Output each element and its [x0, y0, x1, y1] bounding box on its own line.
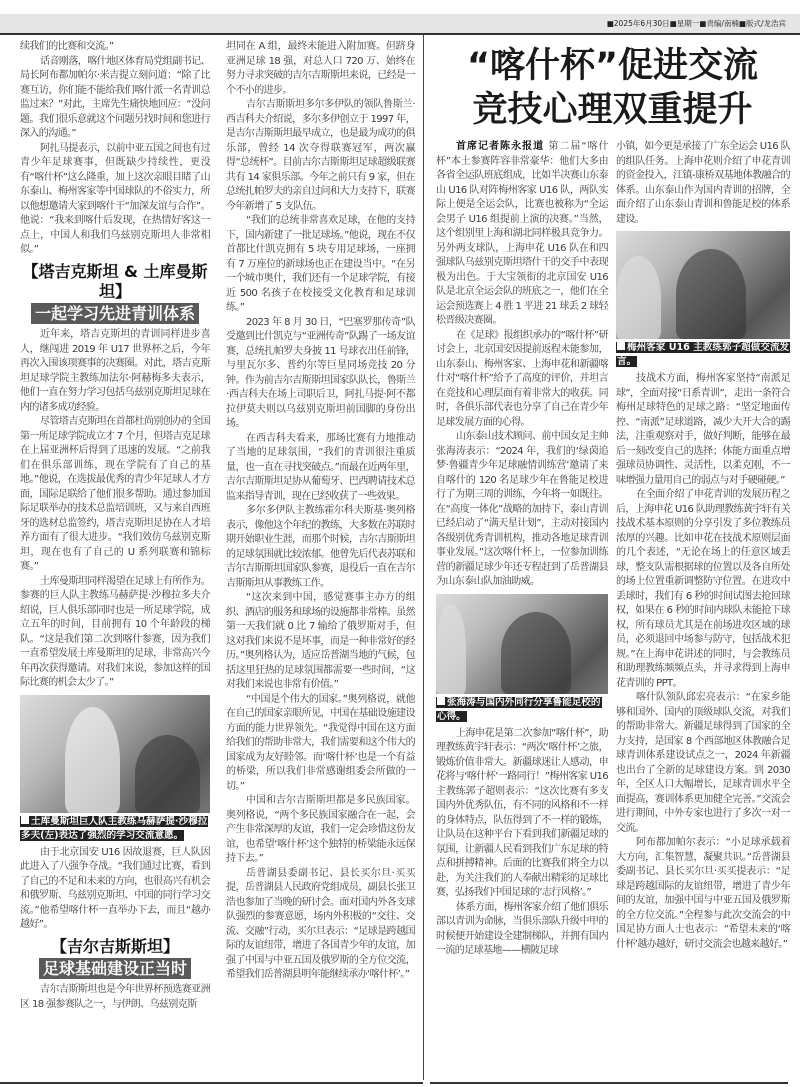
paragraph: 话音刚落，喀什地区体育局党组副书记、局长阿布都加帕尔·米吉提立刻问道：“除了比赛互访，你们能不能给我们喀什派一名青训总监过来？”对此，主席先生痛快地回应：“没问题。我们很乐意就这个问题另找时间和您进行深入的沟通。” — [20, 55, 210, 139]
section-heading-subtitle-text: 一起学习先进青训体系 — [31, 303, 199, 324]
photo-caption: 土库曼斯坦巨人队主教练马赫萨提·沙穆拉多夫(左)表达了强烈的学习交流意愿。 — [21, 815, 208, 841]
paragraph: 山东泰山技术顾问、前中国女足主帅张海涛表示：“2024 年，我们的‘绿茵追梦·鲁疆青少年足球融情训练营’邀请了来自喀什的 120 名足球少年在鲁能足校进行了为期三周的训练，今年将一如既往。在“高度一体化”战略的加持下，泰山青训已经启动了“满天星计划”，主动对接国内各级别优秀青训机构，推动各地足球青训事业发展。”这次喀什杯上，一位参加训练营的新疆足球少年还专程赶到了岳普湖县为山东泰山队加油助威。 — [436, 431, 608, 587]
paragraph: 尽管塔吉克斯坦在首都杜尚别创办的全国第一所足球学院成立才 7 个月，但塔吉克足球在上届亚洲杯后得到了迅速的发展。“之前我们在俱乐部训练，现在学院有了自己的基地。”他说，在选拔最优秀的青少年足球人才方面，国际足联给了他们很多帮助。通过参加国际足联举办的技术总监培训班，又与来自西班牙的选材总监签约，塔吉克斯坦足协在人才培养方面有了很大进步。“我们效仿乌兹别克斯坦，现在也有了自己的 U 系列联赛和锦标赛。” — [20, 416, 210, 572]
paragraph: 吉尔吉斯斯坦也是今年世界杯预选赛亚洲区 18 强参赛队之一，与伊朗、乌兹别克斯 — [20, 984, 210, 1010]
column-3 — [436, 140, 608, 959]
footer-rule-right — [430, 1082, 788, 1084]
paragraph: 土库曼斯坦同样渴望在足球上有所作为。参赛的巨人队主教练马赫萨提·沙穆拉多夫介绍说，巨人俱乐部同时也是一所足球学院，成立五年的时间，目前拥有 10 个年龄段的梯队。“这是我们第二次到喀什参赛，因为我们一直希望发展土库曼斯坦的足球，非常高兴今年再次获得邀请。对我们来说，参加这样的国际比赛的机会太少了。” — [20, 575, 210, 688]
caption-marker-icon — [617, 342, 625, 350]
lead-paragraph: 首席记者陈永报道 第二届“喀什杯”本土参赛阵容非常豪华：他们大多由各省全运队班底组成，比如半决赛山东泰山 U16 队对阵梅州客家 U16 队，两队实际上便是全运会队，比赛也被称为“全运会男子 U16 组提前上演的决赛。”当然，这个组别里上海和湖北同样极具竞争力。另外两支球队，上海申花 U16 队在和四强球队乌兹别克斯坦塔什干的交手中表现极为出色。于大宝领衔的北京国安 U16 队是北京全运会队的班底之一，他们在全运会预选赛上 4 胜 1 平进 21 球丢 2 球轻松晋级决赛圈。 — [436, 141, 608, 326]
paragraph: 小镇，如今更是承接了广东全运会 U16 队的组队任务。上海申花则介绍了申花青训的资金投入，江镇-康桥双基地体教融合的体系。山东泰山作为国内青训的招牌，全面介绍了山东泰山青训和鲁能足校的体系建设。 — [616, 141, 790, 225]
header-rule — [0, 33, 800, 35]
paragraph: 在全面介绍了申花青训的发展历程之后，上海申花 U16 队助理教练黄宇轩有关技战术基本原则的分享引发了多位教练员浓厚的兴趣。比如申花在技战术原则层面的几个表述，“无论在场上的任意区域丢球，整支队需根据球的位置以及各自所处的场上位置重新调整防守位置。在进攻中丢球时，我们有 6 秒的时间试图去抢回球权，如果在 6 秒的时间内球队未能抢下球权，所有球员尤其是在前场进攻区域的球员，必须退回中场参与防守，包括战术犯规。”在上海申花讲述的同时，与会教练员和助理教练频频点头，并寻求得到上海申花青训的 PPT。 — [616, 489, 790, 689]
byline: 首席记者陈永报道 — [456, 141, 545, 152]
headline-line-1: “喀什杯”促进交流 — [466, 46, 758, 86]
paragraph: 在西吉科夫看来，那场比赛有力地推动了当地的足球氛围，“我们的青训很注重质量，也一直在寻找突破点。”而最在近两年里，吉尔吉斯斯坦足协从葡萄牙、巴西聘请技术总监来指导青训，现在已经收获了一些效果。 — [226, 432, 415, 502]
column-divider — [423, 35, 424, 1080]
paragraph: 喀什队领队邱宏亮表示：“在家乡能够和国外、国内的顶级球队交流，对我们的帮助非常大。新疆足球得到了国家的全力支持，是国家 8 个西部地区体教融合足球青训体系建设试点之一，2024 年新疆也出台了全新的足球建设方案。到 2030 年，全区人口大幅增长，足球青训水平全面提高，赛训体系更加健全完善。”交流会进行期间，中外专家也进行了多次一对一交流。 — [616, 692, 790, 834]
paragraph: 技战术方面，梅州客家坚持“南派足球”，全面对接“日系青训”，走出一条符合梅州足球特色的足球之路：“坚定地面传控、“南派”足球道路，减少大开大合的踢法，注重观察对手，做好判断，能够在最后一刻改变自己的选择；体能方面重点增强球员协调性、灵活性，以柔克刚，不一味增强力量用自己的弱点与对手硬碰硬。” — [616, 373, 790, 486]
photo-caption: 张海涛与国内外同行分享鲁能足校的心得。 — [437, 696, 601, 722]
section-heading-subtitle-text: 足球基础建设正当时 — [39, 958, 191, 979]
paragraph: “我们的总统非常喜欢足球，在他的支持下，国内新建了一批足球场。”他说，现在不仅首都比什凯克拥有 5 块专用足球场，一座拥有 7 万座位的新球场也正在建设当中。“在另一个城市奥什，我们还有一个足球学院，有接近 500 名孩子在校接受文化教育和足球训练。” — [226, 215, 415, 313]
section-heading-country: 【吉尔吉斯斯坦】 — [50, 936, 179, 956]
column-4 — [616, 140, 790, 952]
column-1 — [20, 40, 210, 1012]
paragraph: 阿扎马提表示，以前中亚五国之间也有过青少年足球赛事，但既缺少持续性，更没有“喀什杯”这么隆重，加上这次亲眼目睹了山东泰山、梅州客家等中国球队的不俗实力，所以他想邀请大家到喀什干“加深友谊与合作”。他说：“我来到喀什后发现，在热情好客这一点上，中国人和我们乌兹别克斯坦人非常相似。” — [20, 142, 210, 255]
headline — [440, 44, 785, 132]
paragraph: “中国是个伟大的国家。”奥列格说，就他在自己的国家亲眼所见，中国在基础设施建设方面的能力世界领先。“我觉得中国在这方面给我们的帮助非常大，我们需要和这个伟大的国家成为友好睦邻。而‘喀什杯’也是一个有益的桥梁，所以我们非常感谢组委会所做的一切。” — [226, 693, 415, 792]
photo-guo-zichao — [616, 231, 790, 339]
photo-caption: 梅州客家 U16 主教练郭子超做交流发言。 — [617, 342, 790, 367]
paragraph: 由于北京国安 U16 因故退赛，巨人队因此进入了八强争夺战。“我们通过比赛，看到了自己的不足和未来的方向，也很高兴有机会和俄罗斯、乌兹别克斯坦、中国的同行学习交流。”他希望喀什杯一直举办下去，而且“越办越好”。 — [20, 846, 210, 930]
photo-turkmenistan-coach — [20, 695, 210, 813]
headline-line-2: 竞技心理双重提升 — [472, 90, 753, 130]
paragraph: 中国和吉尔吉斯斯坦都是多民族国家。奥列格说，“两个多民族国家融合在一起，会产生非常深厚的友谊，我们一定会珍惜这份友谊，也希望‘喀什杯’这个独特的桥梁能永远保持下去。” — [226, 795, 415, 864]
paragraph: 多尔多伊队主教练霍尔科夫斯基·奥列格表示，像他这个年纪的教练，大多数在苏联时期开始职业生涯，而那个时候，吉尔吉斯斯坦的足球氛围就比较浓郁。他曾先后代表苏联和吉尔吉斯斯坦国家队参赛，退役后一直在吉尔吉斯斯坦从事教练工作。 — [226, 505, 415, 589]
section-heading-subtitle — [20, 303, 210, 325]
caption-marker-icon — [437, 697, 445, 705]
paragraph: 近年来，塔吉克斯坦的青训同样进步喜人，继闯进 2019 年 U17 世界杯之后，今年再次入围该项赛事的决赛圈。对此，塔吉克斯坦足球学院主教练加法尔·阿赫梅多夫表示，他们一直在努力学习包括乌兹别克斯坦足球在内的诸多成功经验。 — [20, 329, 210, 413]
photo-zhang-haitao — [436, 594, 608, 694]
paragraph: 体系方面，梅州客家介绍了他们俱乐部以青训为命脉，当俱乐部队升级中甲的时候便开始建设全建制梯队，并拥有国内一流的足球基地——横陂足球 — [436, 901, 608, 956]
paragraph: “这次来到中国，感觉赛事主办方的组织、酒店的服务和球场的设施都非常棒。虽然第一天我们就 0 比 7 输给了俄罗斯对手，但这对我们来说不是坏事，而是一种非常好的经历。”奥列格认为，适应岳普湖当地的气候，包括这里狂热的足球氛围都需要一些时间，“这对我们来说也非常有价值。” — [226, 592, 415, 690]
section-heading-country: 【塔吉克斯坦 & 土库曼斯坦】 — [22, 261, 208, 301]
section-heading-subtitle — [20, 958, 210, 980]
paragraph: 续我们的比赛和交流。” — [20, 41, 114, 52]
caption-marker-icon — [21, 816, 29, 824]
paragraph: 吉尔吉斯斯坦多尔多伊队的领队鲁斯兰·西吉科夫介绍说，多尔多伊创立于 1997 年，是吉尔吉斯斯坦最早成立，也是最为成功的俱乐部，曾经 14 次夺得联赛冠军，两次赢得“总统杯”。目前吉尔吉斯斯坦足球超级联赛共有 14 家俱乐部。今年之前只有 9 家，但在总统扎帕罗夫的亲自过问和大力支持下，联赛今年新增了 5 支队伍。 — [226, 99, 415, 212]
paragraph: 岳普湖县委副书记、县长买尔旦·买买提，岳普湖县人民政府党组成员，副县长张卫浩也参加了当晚的研讨会。面对国内外各支球队强烈的参赛意愿，场内外积极的“交往、交流、交融”行动，买尔旦表示：“足球是跨越国际的友谊纽带，增进了各国青少年的友谊，加强了中国与中亚五国及俄罗斯的全方位交流，希望我们岳普湖县明年能继续承办‘喀什杯’。” — [226, 867, 415, 980]
paragraph: 在《足球》报组织承办的“喀什杯”研讨会上，北京国安因提前返程未能参加，山东泰山、梅州客家、上海申花和新疆喀什对“喀什杯”给予了高度的评价，并坦言在竞技和心理层面有着非常大的收获。同时，各俱乐部代表也分享了自己在青少年足球发展方面的心得。 — [436, 329, 608, 428]
footer-rule-left — [0, 1082, 423, 1084]
paragraph: 坦同在 A 组，最终未能进入附加赛。但跻身亚洲足球 18 强，对总人口 720 万、始终在努力寻求突破的吉尔吉斯斯坦来说，已经是一个不小的进步。 — [226, 41, 415, 96]
paragraph: 阿布都加帕尔表示：“小足球承载着大方向，汇集智慧，凝聚共识。”岳普湖县委副书记、县长买尔旦·买买提表示：“足球是跨越国际的友谊纽带，增进了青少年间的友谊，加强中国与中亚五国及俄罗斯的全方位交流。”全程参与此次交流会的中国足协方面人士也表示：“希望未来的‘喀什杯’越办越好，研讨交流会也越来越好。” — [616, 837, 790, 950]
paragraph: 2023 年 8 月 30 日，“巴塞罗那传奇”队受邀到比什凯克与“亚洲传奇”队踢了一场友谊赛，总统扎帕罗夫身披 11 号球衣出任前锋，与里瓦尔多、普约尔等巨星同场竞技 20 分钟。作为前吉尔吉斯斯坦国家队队长，鲁斯兰·西吉科夫在场上司职后卫，阿扎马提·阿不都拉伊莫夫则以乌兹别克斯坦前国脚的身份出场。 — [226, 316, 415, 429]
dateline: ■2025年6月30日■星期一■责编/南楠■版式/龙浩宾 — [606, 19, 786, 28]
column-2 — [226, 40, 415, 983]
paragraph: 上海申花是第二次参加“喀什杯”，助理教练黄宇轩表示：“两次‘喀什杯’之旅，锻炼价值非常大。新疆球迷让人感动，申花将与‘喀什杯’一路同行！”梅州客家 U16 主教练郭子超则表示：“这次比赛有多支国内外优秀队伍，有不同的风格和不一样的身体特点，队伍得到了不一样的锻炼，让队员在这种平台下看到我们新疆足球的氛围，让新疆人民看到我们广东足球的特点和拼搏精神。后面的比赛我们将全力以赴，为关注我们的人奉献出精彩的足球比赛，弘扬我们中国足球的‘志行风格’。” — [436, 727, 608, 898]
